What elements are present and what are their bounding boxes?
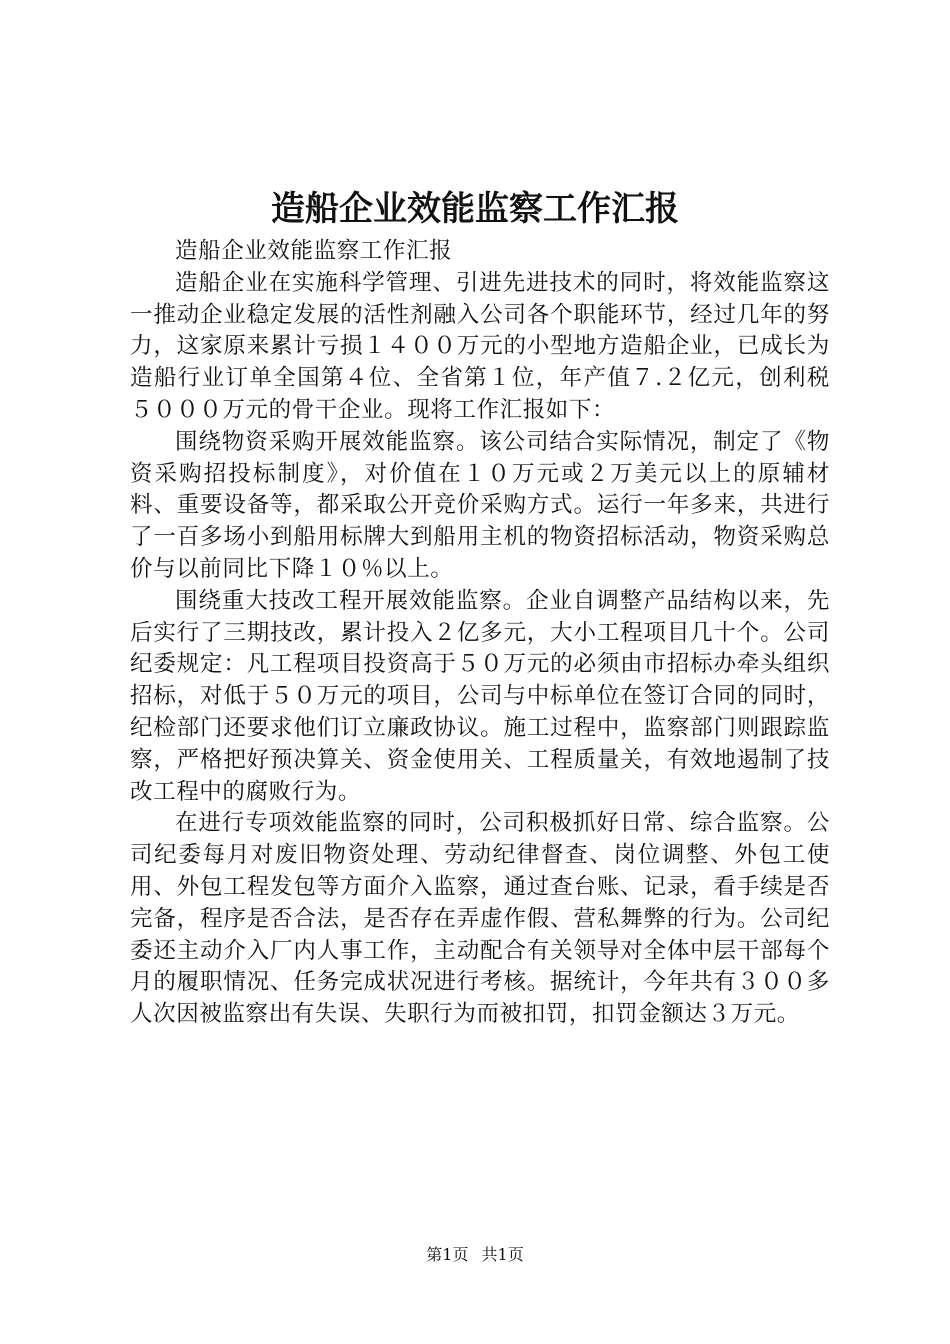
document-title: 造船企业效能监察工作汇报	[271, 189, 679, 229]
paragraph-technical-projects: 围绕重大技改工程开展效能监察。企业自调整产品结构以来，先后实行了三期技改，累计投入２亿多元，大小工程项目几十个。公司纪委规定：凡工程项目投资高于５０万元的必须由市招标办牵头组织招标，对低于５０万元的项目，公司与中标单位在签订合同的同时，纪检部门还要求他们订立廉政协议。施工过程中，监察部门则跟踪监察，严格把好预决算关、资金使用关、工程质量关，有效地遏制了技改工程中的腐败行为。	[130, 587, 830, 805]
page-number: 第1页	[426, 1245, 469, 1264]
paragraph-daily-supervision: 在进行专项效能监察的同时，公司积极抓好日常、综合监察。公司纪委每月对废旧物资处理、劳动纪律督查、岗位调整、外包工使用、外包工程发包等方面介入监察，通过查台账、记录，看手续是否完备，程序是否合法，是否存在弄虚作假、营私舞弊的行为。公司纪委还主动介入厂内人事工作，主动配合有关领导对全体中层干部每个月的履职情况、任务完成状况进行考核。据统计，今年共有３００多人次因被监察出有失误、失职行为而被扣罚，扣罚金额达３万元。	[130, 810, 830, 1028]
paragraph-subtitle: 造船企业效能监察工作汇报	[175, 238, 453, 264]
page-footer	[0, 1244, 950, 1266]
paragraph-procurement: 围绕物资采购开展效能监察。该公司结合实际情况，制定了《物资采购招投标制度》，对价值在１０万元或２万美元以上的原辅材料、重要设备等，都采取公开竞价采购方式。运行一年多来，共进行了一百多场小到船用标牌大到船用主机的物资招标活动，物资采购总价与以前同比下降１０％以上。	[130, 428, 830, 582]
page-total: 共1页	[481, 1245, 524, 1264]
document-body	[130, 236, 830, 1031]
paragraph-intro: 造船企业在实施科学管理、引进先进技术的同时，将效能监察这一推动企业稳定发展的活性剂融入公司各个职能环节，经过几年的努力，这家原来累计亏损１４００万元的小型地方造船企业，已成长为造船行业订单全国第４位、全省第１位，年产值７.２亿元，创利税５０００万元的骨干企业。现将工作汇报如下：	[130, 269, 830, 423]
